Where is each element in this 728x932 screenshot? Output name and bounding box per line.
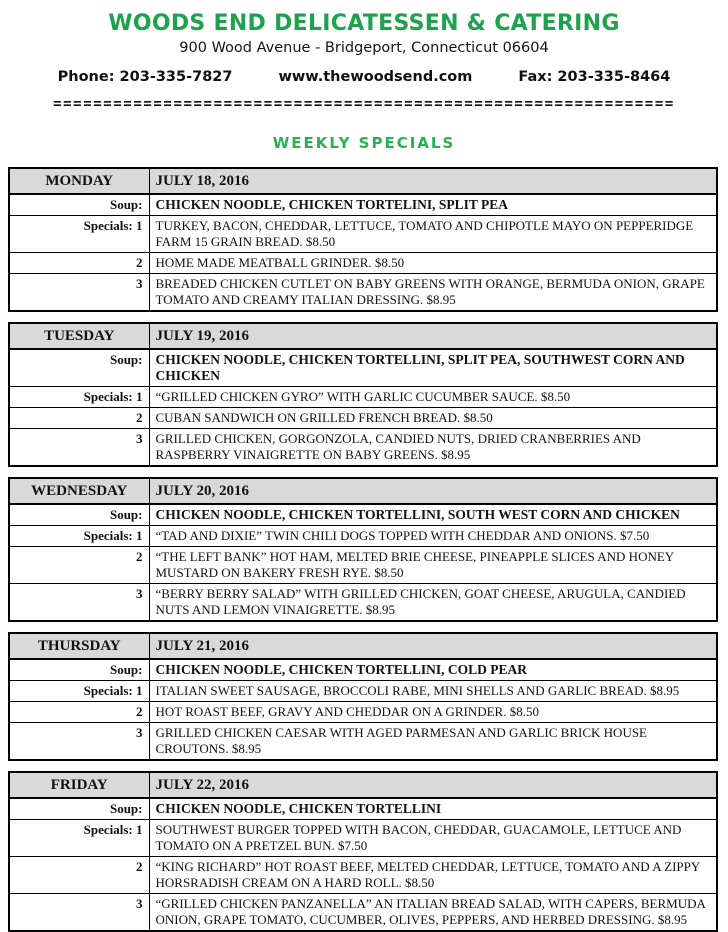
special-label-cell: Specials: 1	[9, 820, 149, 857]
soup-value-cell: CHICKEN NOODLE, CHICKEN TORTELLINI, COLD PEAR	[149, 659, 717, 681]
soup-value-cell: CHICKEN NOODLE, CHICKEN TORTELINI, SPLIT PEA	[149, 194, 717, 216]
day-name-cell: MONDAY	[9, 168, 149, 194]
special-row	[9, 894, 717, 932]
special-label-cell: 3	[9, 584, 149, 622]
soup-label-cell: Soup:	[9, 659, 149, 681]
day-name-cell: THURSDAY	[9, 633, 149, 659]
special-label-cell: 3	[9, 723, 149, 761]
day-name-cell: WEDNESDAY	[9, 478, 149, 504]
menu-table-monday	[8, 167, 718, 312]
soup-label-cell: Soup:	[9, 349, 149, 387]
special-row	[9, 408, 717, 429]
soup-value-cell: CHICKEN NOODLE, CHICKEN TORTELLINI, SOUTH WEST CORN AND CHICKEN	[149, 504, 717, 526]
special-text-cell: GRILLED CHICKEN CAESAR WITH AGED PARMESAN AND GARLIC BRICK HOUSE CROUTONS. $8.95	[149, 723, 717, 761]
soup-value-cell: CHICKEN NOODLE, CHICKEN TORTELLINI, SPLIT PEA, SOUTHWEST CORN AND CHICKEN	[149, 349, 717, 387]
special-text-cell: BREADED CHICKEN CUTLET ON BABY GREENS WITH ORANGE, BERMUDA ONION, GRAPE TOMATO AND CREAMY ITALIAN DRESSING. $8.95	[149, 274, 717, 312]
special-label-cell: 2	[9, 547, 149, 584]
special-label-cell: 2	[9, 857, 149, 894]
menu-table-friday	[8, 771, 718, 932]
special-row	[9, 584, 717, 622]
special-text-cell: GRILLED CHICKEN, GORGONZOLA, CANDIED NUTS, DRIED CRANBERRIES AND RASPBERRY VINAIGRETTE ON BABY GREENS. $8.95	[149, 429, 717, 467]
special-label-cell: 3	[9, 274, 149, 312]
special-row	[9, 387, 717, 408]
special-label-cell: Specials: 1	[9, 387, 149, 408]
special-text-cell: “THE LEFT BANK” HOT HAM, MELTED BRIE CHEESE, PINEAPPLE SLICES AND HONEY MUSTARD ON BAKERY FRESH RYE. $8.50	[149, 547, 717, 584]
date-cell: JULY 20, 2016	[149, 478, 717, 504]
special-text-cell: SOUTHWEST BURGER TOPPED WITH BACON, CHEDDAR, GUACAMOLE, LETTUCE AND TOMATO ON A PRETZEL BUN. $7.50	[149, 820, 717, 857]
special-label-cell: Specials: 1	[9, 681, 149, 702]
soup-row	[9, 194, 717, 216]
address-line: 900 Wood Avenue - Bridgeport, Connecticut 06604	[179, 40, 549, 56]
menu-table-wednesday	[8, 477, 718, 622]
special-text-cell: HOME MADE MEATBALL GRINDER. $8.50	[149, 253, 717, 274]
soup-label-cell: Soup:	[9, 504, 149, 526]
business-title: WOODS END DELICATESSEN & CATERING	[108, 11, 620, 36]
special-text-cell: TURKEY, BACON, CHEDDAR, LETTUCE, TOMATO AND CHIPOTLE MAYO ON PEPPERIDGE FARM 15 GRAIN BREAD. $8.50	[149, 216, 717, 253]
menu-header-row	[9, 772, 717, 798]
soup-row	[9, 798, 717, 820]
special-row	[9, 857, 717, 894]
special-row	[9, 274, 717, 312]
fax-number: Fax: 203-335-8464	[518, 69, 671, 85]
date-cell: JULY 21, 2016	[149, 633, 717, 659]
phone-number: Phone: 203-335-7827	[57, 69, 233, 85]
special-row	[9, 429, 717, 467]
special-label-cell: 2	[9, 702, 149, 723]
special-row	[9, 547, 717, 584]
date-cell: JULY 22, 2016	[149, 772, 717, 798]
menu-header-row	[9, 168, 717, 194]
special-row	[9, 702, 717, 723]
date-cell: JULY 19, 2016	[149, 323, 717, 349]
contact-row	[0, 68, 728, 87]
special-row	[9, 820, 717, 857]
special-label-cell: Specials: 1	[9, 216, 149, 253]
menu-table-thursday	[8, 632, 718, 761]
soup-row	[9, 504, 717, 526]
special-text-cell: “GRILLED CHICKEN PANZANELLA” AN ITALIAN BREAD SALAD, WITH CAPERS, BERMUDA ONION, GRAPE TOMATO, CUCUMBER, OLIVES, PEPPERS, AND HERBED DRESSING. $8.95	[149, 894, 717, 932]
website-text: www.thewoodsend.com	[278, 69, 473, 85]
menu-table-tuesday	[8, 322, 718, 467]
special-row	[9, 723, 717, 761]
special-row	[9, 216, 717, 253]
day-name-cell: FRIDAY	[9, 772, 149, 798]
special-label-cell: Specials: 1	[9, 526, 149, 547]
menu-header-row	[9, 478, 717, 504]
special-label-cell: 3	[9, 429, 149, 467]
divider-line: ==============================================================	[53, 96, 675, 112]
soup-row	[9, 659, 717, 681]
special-text-cell: “KING RICHARD” HOT ROAST BEEF, MELTED CHEDDAR, LETTUCE, TOMATO AND A ZIPPY HORSRADISH CREAM ON A HARD ROLL. $8.50	[149, 857, 717, 894]
special-text-cell: “BERRY BERRY SALAD” WITH GRILLED CHICKEN, GOAT CHEESE, ARUGULA, CANDIED NUTS AND LEMON VINAIGRETTE. $8.95	[149, 584, 717, 622]
soup-label-cell: Soup:	[9, 194, 149, 216]
day-name-cell: TUESDAY	[9, 323, 149, 349]
special-text-cell: “GRILLED CHICKEN GYRO” WITH GARLIC CUCUMBER SAUCE. $8.50	[149, 387, 717, 408]
soup-label-cell: Soup:	[9, 798, 149, 820]
soup-value-cell: CHICKEN NOODLE, CHICKEN TORTELLINI	[149, 798, 717, 820]
special-row	[9, 253, 717, 274]
special-row	[9, 526, 717, 547]
special-text-cell: CUBAN SANDWICH ON GRILLED FRENCH BREAD. $8.50	[149, 408, 717, 429]
special-label-cell: 2	[9, 253, 149, 274]
special-row	[9, 681, 717, 702]
weekly-specials-heading: WEEKLY SPECIALS	[272, 134, 456, 152]
special-label-cell: 2	[9, 408, 149, 429]
special-text-cell: “TAD AND DIXIE” TWIN CHILI DOGS TOPPED WITH CHEDDAR AND ONIONS. $7.50	[149, 526, 717, 547]
special-text-cell: ITALIAN SWEET SAUSAGE, BROCCOLI RABE, MINI SHELLS AND GARLIC BREAD. $8.95	[149, 681, 717, 702]
date-cell: JULY 18, 2016	[149, 168, 717, 194]
special-text-cell: HOT ROAST BEEF, GRAVY AND CHEDDAR ON A GRINDER. $8.50	[149, 702, 717, 723]
menu-header-row	[9, 323, 717, 349]
special-label-cell: 3	[9, 894, 149, 932]
soup-row	[9, 349, 717, 387]
menu-header-row	[9, 633, 717, 659]
